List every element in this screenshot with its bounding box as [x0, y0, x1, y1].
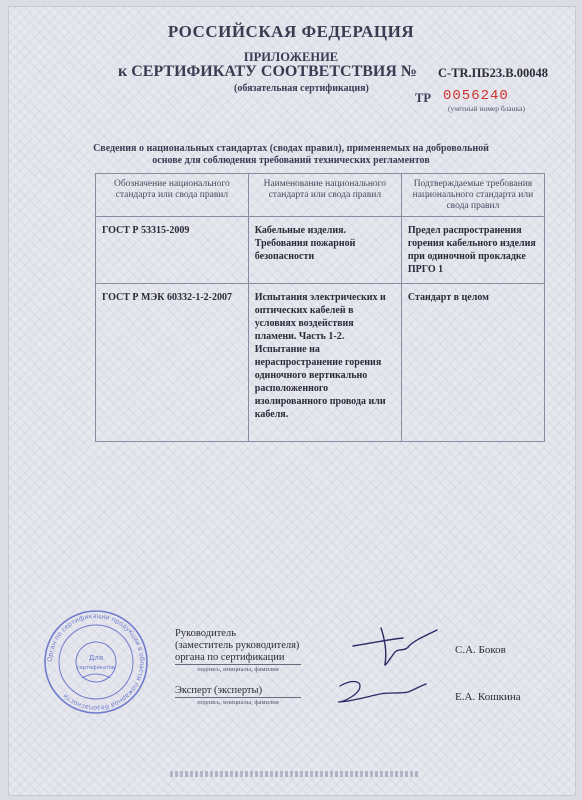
certificate-number: C-TR.ПБ23.В.00048 — [438, 66, 549, 80]
standard-requirements: Стандарт в целом — [401, 284, 544, 442]
standards-table — [95, 173, 545, 442]
table-row — [96, 284, 545, 442]
svg-text:Для: Для — [88, 654, 104, 662]
annex-heading: ПРИЛОЖЕНИЕ — [243, 50, 339, 64]
expert-signature-caption: подпись, инициалы, фамилия — [197, 699, 279, 706]
intro-line-1: Сведения о национальных стандартах (сводах правил), применяемых на добровольной — [93, 143, 489, 154]
head-signature — [345, 618, 445, 670]
standard-name: Испытания электрических и оптических кабелей в условиях воздействия пламени. Часть 1-2. Испытание на нераспространение горения одиночного вертикально расположенного изолированного провода или кабеля. — [248, 284, 401, 442]
head-signature-caption: подпись, инициалы, фамилия — [197, 666, 279, 673]
standard-designation: ГОСТ Р МЭК 60332-1-2-2007 — [96, 284, 249, 442]
expert-role: Эксперт (эксперты) — [175, 685, 263, 696]
svg-text:Орган по сертификации продукци: Орган по сертификации продукции в области пожарной безопасности — [45, 611, 147, 713]
certificate-title: к СЕРТИФИКАТУ СООТВЕТСТВИЯ № — [118, 63, 417, 80]
svg-text:сертификатов: сертификатов — [77, 665, 115, 671]
column-header-requirements: Подтверждаемые требования национального стандарта или свода правил — [401, 174, 544, 217]
table-header-row — [96, 174, 545, 217]
standard-name: Кабельные изделия. Требования пожарной безопасности — [248, 217, 401, 284]
head-name: С.А. Боков — [455, 644, 506, 656]
microprint-strip — [170, 771, 420, 777]
column-header-name: Наименование национального стандарта или свода правил — [248, 174, 401, 217]
expert-signature — [330, 672, 430, 712]
blank-number: 0056240 — [443, 88, 509, 104]
certification-type: (обязательная сертификация) — [234, 83, 369, 94]
expert-signature-line — [175, 697, 301, 698]
table-row — [96, 217, 545, 284]
standard-designation: ГОСТ Р 53315-2009 — [96, 217, 249, 284]
tr-label: ТР — [415, 91, 431, 105]
head-role: Руководитель (заместитель руководителя) органа по сертификации — [175, 628, 300, 663]
intro-text — [60, 143, 522, 167]
head-signature-line — [175, 664, 301, 665]
certification-seal — [42, 608, 150, 716]
standard-requirements: Предел распространения горения кабельного изделия при одиночной прокладке ПРГО 1 — [401, 217, 544, 284]
country-heading: РОССИЙСКАЯ ФЕДЕРАЦИЯ — [167, 22, 415, 41]
intro-line-2: основе для соблюдения требований технических регламентов — [152, 155, 430, 166]
expert-name: Е.А. Кошкина — [455, 691, 521, 703]
column-header-designation: Обозначение национального стандарта или свода правил — [96, 174, 249, 217]
blank-number-caption: (учетный номер бланка) — [448, 104, 525, 113]
